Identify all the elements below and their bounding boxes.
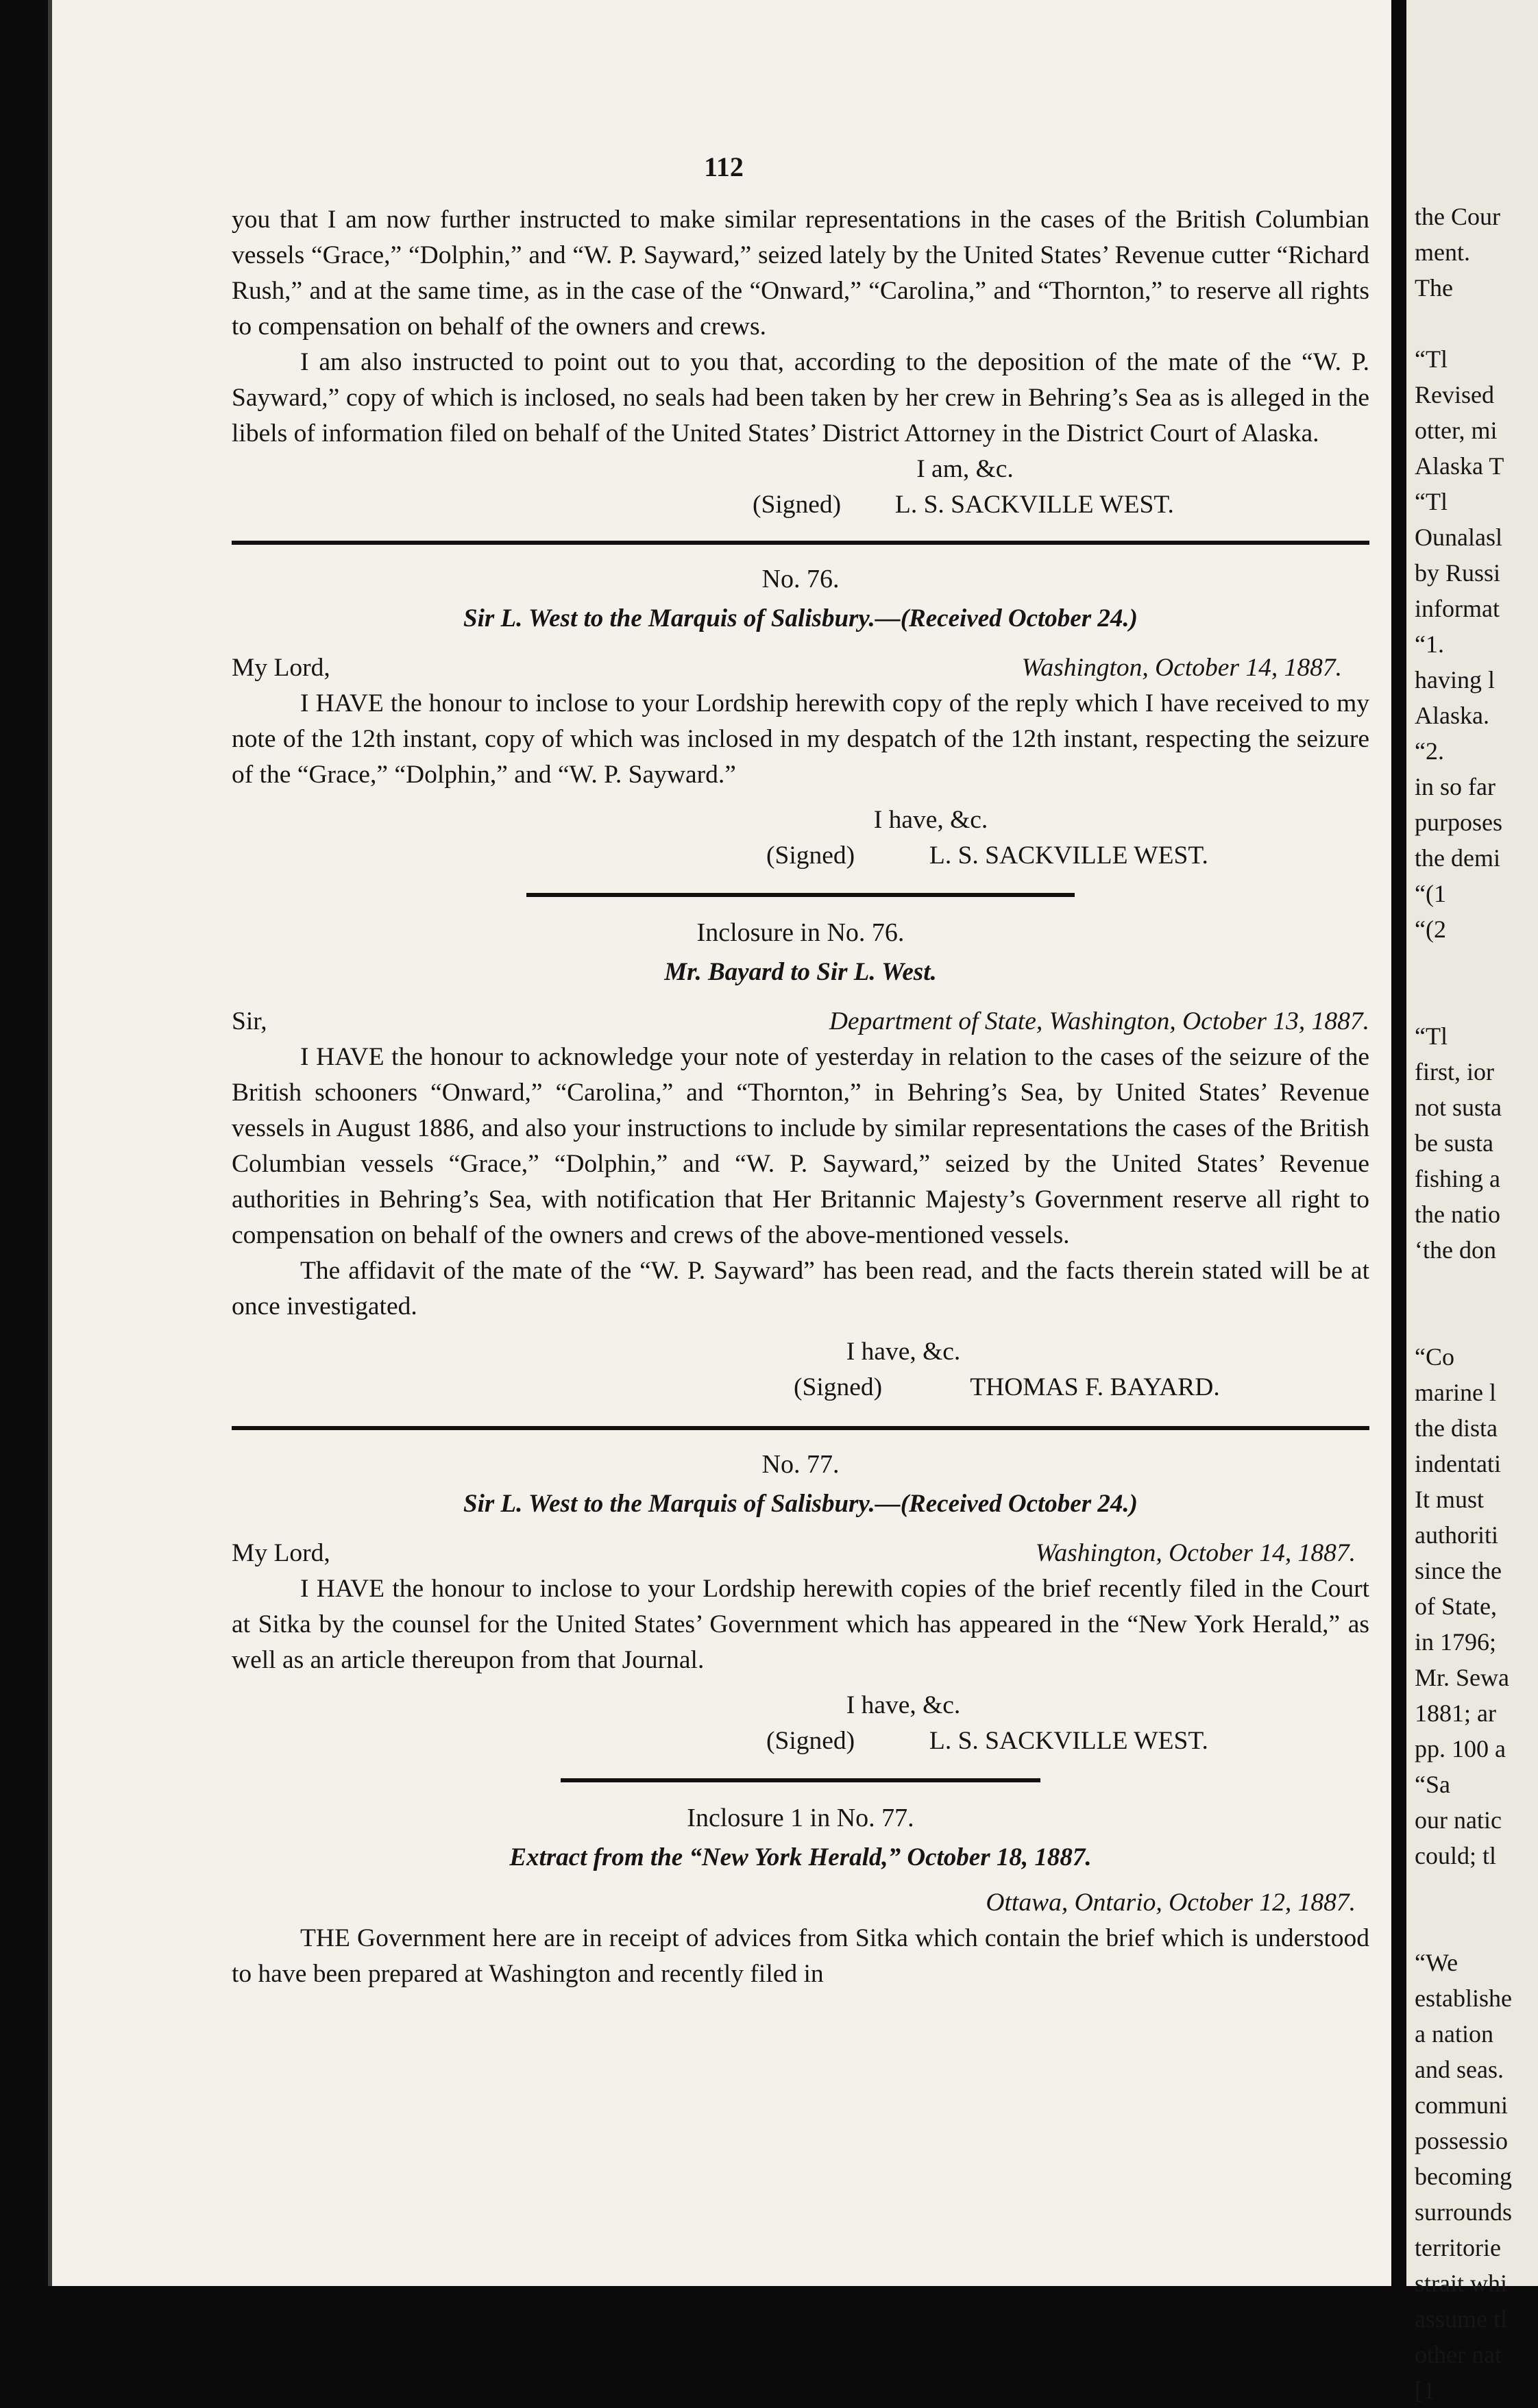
adjacent-page-line [1415, 306, 1538, 341]
adjacent-page-line: the demi [1415, 844, 1500, 872]
adjacent-page-line: by Russi [1415, 559, 1501, 587]
salutation-line-77 [232, 1536, 1369, 1571]
signed-label: (Signed) [766, 841, 855, 870]
adjacent-page-line: since the [1415, 1557, 1502, 1584]
adjacent-page-line: Mr. Sewa [1415, 1664, 1509, 1691]
page-gutter [1391, 0, 1406, 2286]
place-date-77: Ottawa, Ontario, October 12, 1887. [986, 1889, 1356, 1917]
adjacent-page-line: “Tl [1415, 345, 1448, 373]
adjacent-page-line: [1 [1415, 2376, 1435, 2404]
adjacent-page-line: and seas. [1415, 2056, 1504, 2083]
heading-title: Sir L. West to the Marquis of Salisbury. [463, 1490, 875, 1518]
signature-line-76 [232, 838, 1369, 874]
adjacent-page-line: “1. [1415, 630, 1444, 658]
heading-received: —(Received October 24.) [875, 1490, 1138, 1518]
adjacent-page-line: possessio [1415, 2127, 1509, 2154]
adjacent-page-line: be susta [1415, 1129, 1493, 1157]
adjacent-page-line: not susta [1415, 1094, 1502, 1121]
adjacent-page-line: a nation [1415, 2020, 1493, 2048]
salutation: My Lord, [232, 654, 330, 682]
adjacent-page-line: Revised [1415, 381, 1494, 408]
short-divider [526, 893, 1075, 897]
section-divider [232, 541, 1369, 545]
signature-line-77 [232, 1723, 1369, 1759]
adjacent-page-line: purposes [1415, 809, 1502, 836]
adjacent-page-line: other nat [1415, 2341, 1502, 2368]
adjacent-page-line: the Cour [1415, 203, 1500, 230]
signer-name: THOMAS F. BAYARD. [970, 1373, 1220, 1401]
adjacent-page-line: in so far [1415, 773, 1496, 800]
closing-77: I have, &c. [846, 1691, 961, 1719]
adjacent-page-text [1406, 0, 1538, 2408]
adjacent-page-line: “(2 [1415, 916, 1446, 943]
adjacent-page-line: ‘the don [1415, 1236, 1496, 1264]
adjacent-page-line [1415, 983, 1538, 1018]
adjacent-page-line: becoming [1415, 2163, 1512, 2190]
adjacent-page-line: “Sa [1415, 1771, 1450, 1798]
adjacent-page-line: assume tl [1415, 2305, 1507, 2333]
signer-name: L. S. SACKVILLE WEST. [894, 491, 1174, 519]
letter-heading-76 [232, 601, 1369, 637]
adjacent-page-line: ment. [1415, 238, 1470, 266]
adjacent-page-line: otter, mi [1415, 417, 1498, 444]
adjacent-page-line: “Tl [1415, 1022, 1448, 1050]
adjacent-page-line [1415, 947, 1538, 983]
adjacent-page-line: indentati [1415, 1450, 1501, 1477]
adjacent-page-line: in 1796; [1415, 1628, 1497, 1656]
adjacent-page-line: “(1 [1415, 880, 1446, 907]
inclosure-heading-76: Mr. Bayard to Sir L. West. [664, 958, 937, 986]
adjacent-page-line: communi [1415, 2091, 1508, 2119]
signer-name: L. S. SACKVILLE WEST. [929, 841, 1208, 870]
signed-label: (Signed) [753, 491, 842, 519]
adjacent-page-line [1415, 1303, 1538, 1339]
adjacent-page-line: the dista [1415, 1414, 1498, 1442]
section-divider [232, 1426, 1369, 1430]
adjacent-page-line: our natic [1415, 1806, 1502, 1834]
adjacent-page-line: informat [1415, 595, 1500, 622]
heading-title: Sir L. West to the Marquis of Salisbury. [463, 604, 875, 632]
adjacent-page-line [1415, 1873, 1538, 1909]
signature-line-inclosure [232, 1370, 1369, 1405]
continuation-paragraph: you that I am now further instructed to make similar representations in the cases of the British Columbian vessels “Grace,” “Dolphin,” and “W. P. Sayward,” seized lately by the United States’ Revenue cutter “Richard Rush,” and at the same time, as in the case of the “Onward,” “Carolina,” and “Thornton,” to reserve all rights to compensation on behalf of the owners and crews. [232, 206, 1369, 341]
letter-body-77: I HAVE the honour to inclose to your Lordship herewith copies of the brief recently filed in the Court at Sitka by the counsel for the United States’ Government which has appeared in the “New York Herald,” as well as an article thereupon from that Journal. [232, 1575, 1369, 1674]
adjacent-page-line: establishe [1415, 1985, 1512, 2012]
document-page [48, 0, 1395, 2286]
adjacent-page-line: Ounalasl [1415, 524, 1502, 551]
adjacent-page-line: territorie [1415, 2234, 1501, 2261]
adjacent-page [1406, 0, 1538, 2404]
adjacent-page-line: fishing a [1415, 1165, 1500, 1192]
document-number-77: No. 77. [761, 1450, 840, 1479]
adjacent-page-line: The [1415, 274, 1453, 302]
page-number: 112 [704, 151, 744, 182]
document-number-76: No. 76. [761, 565, 840, 593]
place-date: Washington, October 14, 1887. [1035, 1539, 1356, 1567]
adjacent-page-line: the natio [1415, 1201, 1500, 1228]
closing-inclosure: I have, &c. [846, 1338, 961, 1366]
inclosure-heading-77: Extract from the “New York Herald,” October 18, 1887. [509, 1843, 1092, 1871]
salutation: My Lord, [232, 1539, 330, 1567]
deposition-paragraph: I am also instructed to point out to you that, according to the deposition of the mate of the “W. P. Sayward,” copy of which is inclosed, no seals had been taken by her crew in Behring’s Sea as is alleged in the libels of information filed on behalf of the United States’ District Attorney in the District Court of Alaska. [232, 348, 1369, 447]
place-date: Department of State, Washington, October 13, 1887. [829, 1007, 1369, 1035]
adjacent-page-line: “Co [1415, 1343, 1454, 1371]
adjacent-page-line: “2. [1415, 737, 1444, 765]
signer-name: L. S. SACKVILLE WEST. [929, 1727, 1208, 1755]
inclosure-body-1: I HAVE the honour to acknowledge your note of yesterday in relation to the cases of the seizure of the British schooners “Onward,” “Carolina,” and “Thornton,” in Behring’s Sea, by United States’ Revenue vessels in August 1886, and also your instructions to include by similar representations the cases of the British Columbian vessels “Grace,” “Dolphin,” and “W. P. Sayward,” seized by the United States’ Revenue authorities in Behring’s Sea, with notification that Her Britannic Majesty’s Government reserve all right to compensation on behalf of the owners and crews of the above-mentioned vessels. [232, 1043, 1369, 1249]
salutation: Sir, [232, 1007, 267, 1035]
signed-label: (Signed) [794, 1373, 883, 1401]
letter-heading-77 [232, 1486, 1369, 1522]
signature-line [232, 487, 1369, 523]
adjacent-page-line: marine l [1415, 1379, 1496, 1406]
article-body: THE Government here are in receipt of advices from Sitka which contain the brief which is understood to have been prepared at Washington and recently filed in [232, 1924, 1369, 1988]
adjacent-page-line: 1881; ar [1415, 1699, 1496, 1727]
adjacent-page-line [1415, 1268, 1538, 1303]
adjacent-page-line: could; tl [1415, 1842, 1496, 1869]
adjacent-page-line: “We [1415, 1949, 1458, 1976]
page-body [232, 202, 1369, 1992]
place-date: Washington, October 14, 1887. [1021, 654, 1342, 682]
adjacent-page-line: Alaska T [1415, 452, 1504, 480]
adjacent-page-line: first, ior [1415, 1058, 1494, 1085]
adjacent-page-line: “Tl [1415, 488, 1448, 515]
letter-body-76: I HAVE the honour to inclose to your Lordship herewith copy of the reply which I have received to my note of the 12th instant, copy of which was inclosed in my despatch of the 12th instant, respecting the seizure of the “Grace,” “Dolphin,” and “W. P. Sayward.” [232, 689, 1369, 789]
adjacent-page-line [1415, 1909, 1538, 1945]
inclosure-title-77: Inclosure 1 in No. 77. [687, 1804, 914, 1832]
signed-label: (Signed) [766, 1727, 855, 1755]
inclosure-body-2: The affidavit of the mate of the “W. P. Sayward” has been read, and the facts therein stated will be at once investigated. [232, 1257, 1369, 1320]
adjacent-page-line: strait whi [1415, 2270, 1507, 2297]
adjacent-page-line: surrounds [1415, 2198, 1512, 2226]
salutation-line-76 [232, 650, 1369, 686]
adjacent-page-line: of State, [1415, 1593, 1497, 1620]
short-divider [561, 1778, 1040, 1782]
heading-received: —(Received October 24.) [875, 604, 1138, 632]
closing-76: I have, &c. [873, 806, 988, 834]
salutation-line-inclosure [232, 1004, 1369, 1040]
closing: I am, &c. [916, 455, 1014, 483]
adjacent-page-line: authoriti [1415, 1521, 1498, 1549]
adjacent-page-line: Alaska. [1415, 702, 1489, 729]
adjacent-page-line: having l [1415, 666, 1495, 693]
adjacent-page-line: pp. 100 a [1415, 1735, 1506, 1762]
adjacent-page-line: It must [1415, 1486, 1485, 1513]
inclosure-title-76: Inclosure in No. 76. [696, 918, 905, 947]
